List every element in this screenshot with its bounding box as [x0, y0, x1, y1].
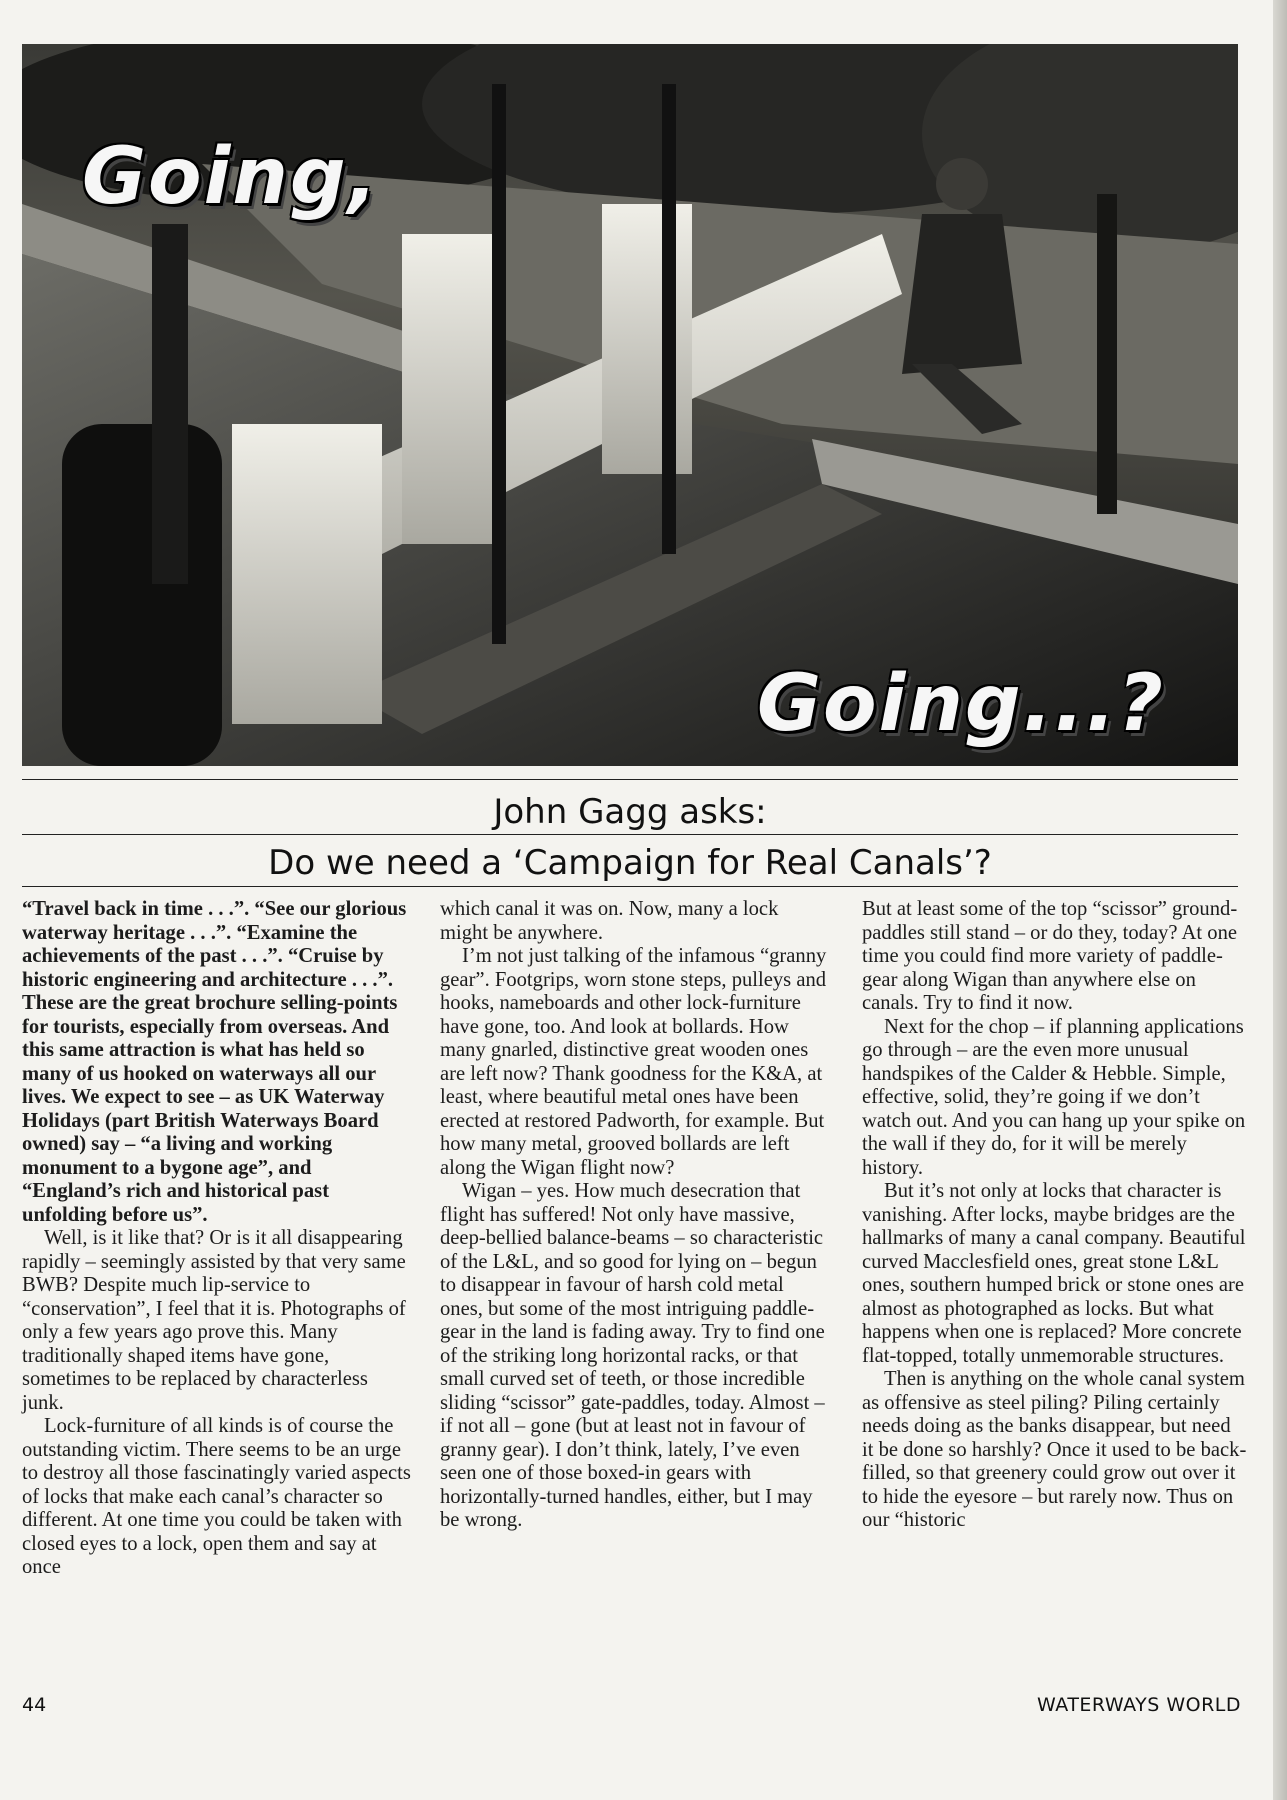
article-title: Do we need a ‘Campaign for Real Canals’?	[268, 843, 992, 883]
paragraph: But at least some of the top “scissor” ground-paddles still stand – or do they, today? At one time you could find more variety of paddle-gear along Wigan than anywhere else on canals. Try to find it now.	[862, 898, 1238, 1014]
bottom-rule	[22, 886, 1238, 887]
paragraph: I’m not just talking of the infamous “granny gear”. Footgrips, worn stone steps, pulleys and hooks, nameboards and other lock-furniture have gone, too. And look at bollards. How many gnarled, distinctive great wooden ones are left now? Thank goodness for the K&A, at least, where beautiful metal ones have been erected at restored Padworth, for example. But how many metal, grooved bollards are left along the Wigan flight now?	[440, 945, 827, 1179]
byline: John Gagg asks:	[493, 792, 767, 832]
paragraph: Then is anything on the whole canal system as offensive as steel piling? Piling certainly needs doing as the banks disappear, but need it be done so harshly? Once it used to be back-filled, so that greenery could grow out over it to hide the eyesore – but rarely now. Thus on our “historic	[862, 1368, 1247, 1531]
column-2	[440, 898, 830, 1533]
headline-going: Going,	[82, 132, 380, 222]
headline-going-question: Going...?	[757, 659, 1165, 749]
paragraph: But it’s not only at locks that character is vanishing. After locks, maybe bridges are the hallmarks of many a canal company. Beautiful curved Macclesfield ones, great stone L&L ones, southern humped brick or stone ones are almost as photographed as locks. But what happens when one is replaced? More concrete flat-topped, totally unmemorable structures.	[862, 1180, 1246, 1367]
lead-paragraph: “Travel back in time . . .”. “See our glorious waterway heritage . . .”. “Examine the achievements of the past . . .”. “Cruise by historic engineering and architecture . . .”. These are the great brochure selling-points for tourists, especially from overseas. And this same attraction is what has held so many of us hooked on waterways all our lives. We expect to see – as UK Waterway Holidays (part British Waterways Board owned) say – “a living and working monument to a bygone age”, and “England’s rich and historical past unfolding before us”.	[22, 898, 407, 1226]
lock-gate-photo	[22, 44, 1238, 766]
column-3	[862, 898, 1247, 1533]
magazine-name: WATERWAYS WORLD	[1037, 1694, 1241, 1716]
page-number: 44	[22, 1694, 47, 1716]
paragraph: which canal it was on. Now, many a lock might be anywhere.	[440, 898, 779, 944]
column-1	[22, 898, 412, 1580]
page-edge-shadow	[1273, 0, 1287, 1800]
middle-rule	[22, 834, 1238, 835]
paragraph: Well, is it like that? Or is it all disappearing rapidly – seemingly assisted by that very same BWB? Despite much lip-service to “conservation”, I feel that it is. Photographs of only a few years ago prove this. Many traditionally shaped items have gone, sometimes to be replaced by characterless junk.	[22, 1227, 406, 1414]
top-rule	[22, 779, 1238, 780]
paragraph: Lock-furniture of all kinds is of course the outstanding victim. There seems to be an urge to destroy all those fascinatingly varied aspects of locks that make each canal’s character so different. At one time you could be taken with closed eyes to a lock, open them and say at once	[22, 1415, 411, 1578]
paragraph: Next for the chop – if planning applications go through – are the even more unusual handspikes of the Calder & Hebble. Simple, effective, solid, they’re going if we don’t watch out. And you can hang up your spike on the wall if they do, for it will be merely history.	[862, 1015, 1246, 1179]
paragraph: Wigan – yes. How much desecration that flight has suffered! Not only have massive, deep-bellied balance-beams – so characteristic of the L&L, and so good for lying on – begun to disappear in favour of harsh cold metal ones, but some of the most intriguing paddle-gear in the land is fading away. Try to find one of the striking long horizontal racks, or that small curved set of teeth, or those incredible sliding “scissor” gate-paddles, today. Almost – if not all – gone (but at least not in favour of granny gear). I don’t think, lately, I’ve even seen one of those boxed-in gears with horizontally-turned handles, either, but I may be wrong.	[440, 1180, 825, 1531]
